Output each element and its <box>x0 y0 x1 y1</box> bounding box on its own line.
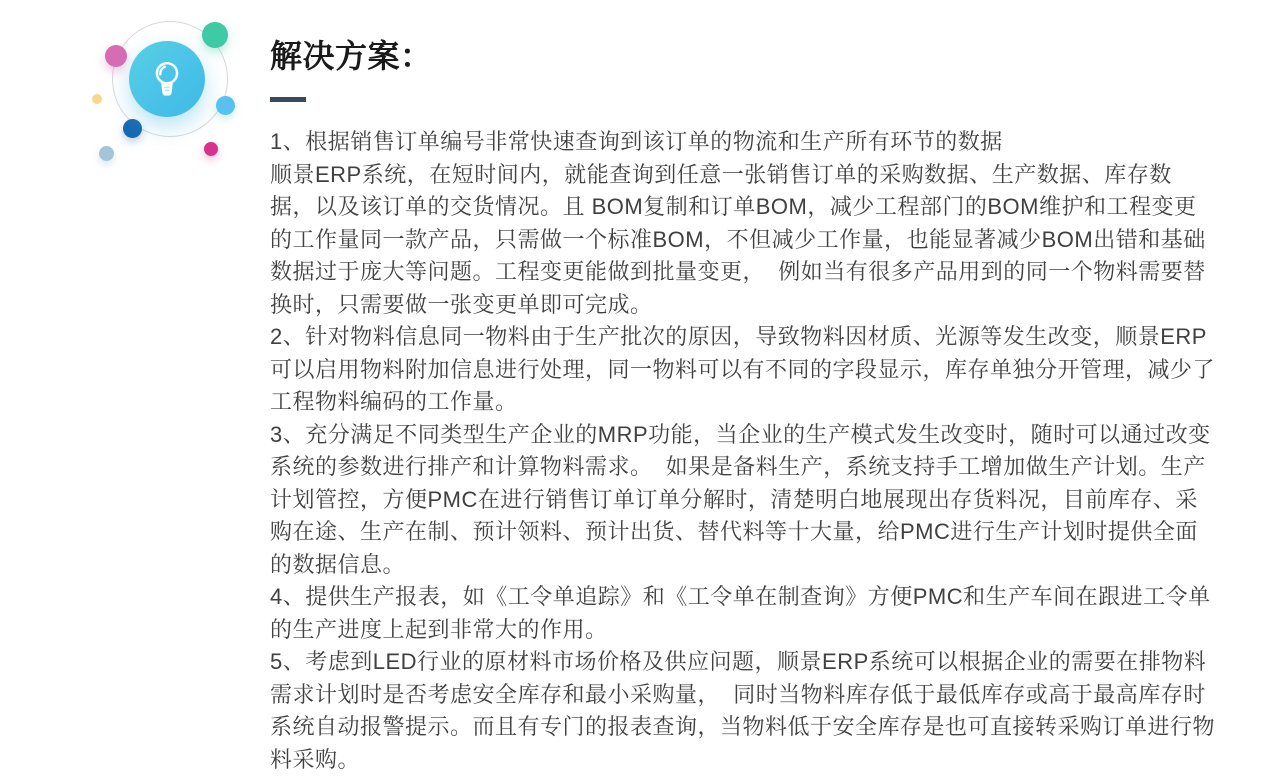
decor-dot-grayblue <box>99 146 114 161</box>
lightbulb-graphic <box>0 0 270 190</box>
decor-dot-yellow <box>92 94 102 104</box>
solution-section <box>270 36 1215 776</box>
decor-dot-pink <box>105 45 127 67</box>
decor-dot-teal <box>202 22 228 48</box>
solution-paragraphs <box>270 126 1215 776</box>
paragraph-item-5: 5、考虑到LED行业的原材料市场价格及供应问题，顺景ERP系统可以根据企业的需要在排物料需求计划时是否考虑安全库存和最小采购量， 同时当物料库存低于最低库存或高于最高库存时系统自动报警提示。而且有专门的报表查询，当物料低于安全库存是也可直接转采购订单进行物料采购。 <box>270 649 1216 772</box>
paragraph-item-4: 4、提供生产报表，如《工令单追踪》和《工令单在制查询》方便PMC和生产车间在跟进工令单的生产进度上起到非常大的作用。 <box>270 584 1211 642</box>
title-underline <box>270 97 306 102</box>
decor-dot-lightblue <box>216 96 235 115</box>
lightbulb-icon <box>129 41 205 117</box>
paragraph-item-1-heading: 1、根据销售订单编号非常快速查询到该订单的物流和生产所有环节的数据 <box>270 129 1003 154</box>
decor-dot-darkblue <box>123 119 142 138</box>
paragraph-item-1-body: 顺景ERP系统，在短时间内，就能查询到任意一张销售订单的采购数据、生产数据、库存数据，以及该订单的交货情况。且 BOM复制和订单BOM，减少工程部门的BOM维护和工程变更的工作量同一款产品，只需做一个标准BOM，不但减少工作量，也能显著减少BOM出错和基础数据过于庞大等问题。工程变更能做到批量变更， 例如当有很多产品用到的同一个物料需要替换时，只需要做一张变更单即可完成。 <box>270 161 1206 317</box>
paragraph-item-2: 2、针对物料信息同一物料由于生产批次的原因，导致物料因材质、光源等发生改变，顺景ERP可以启用物料附加信息进行处理，同一物料可以有不同的字段显示，库存单独分开管理，减少了工程物料编码的工作量。 <box>270 324 1216 414</box>
page-title: 解决方案： <box>270 38 433 74</box>
decor-dot-magenta <box>204 142 218 156</box>
paragraph-item-3: 3、充分满足不同类型生产企业的MRP功能，当企业的生产模式发生改变时，随时可以通过改变系统的参数进行排产和计算物料需求。 如果是备料生产，系统支持手工增加做生产计划。生产计划管控，方便PMC在进行销售订单订单分解时，清楚明白地展现出存货料况，目前库存、采购在途、生产在制、预计领料、预计出货、替代料等十大量，给PMC进行生产计划时提供全面的数据信息。 <box>270 421 1211 577</box>
